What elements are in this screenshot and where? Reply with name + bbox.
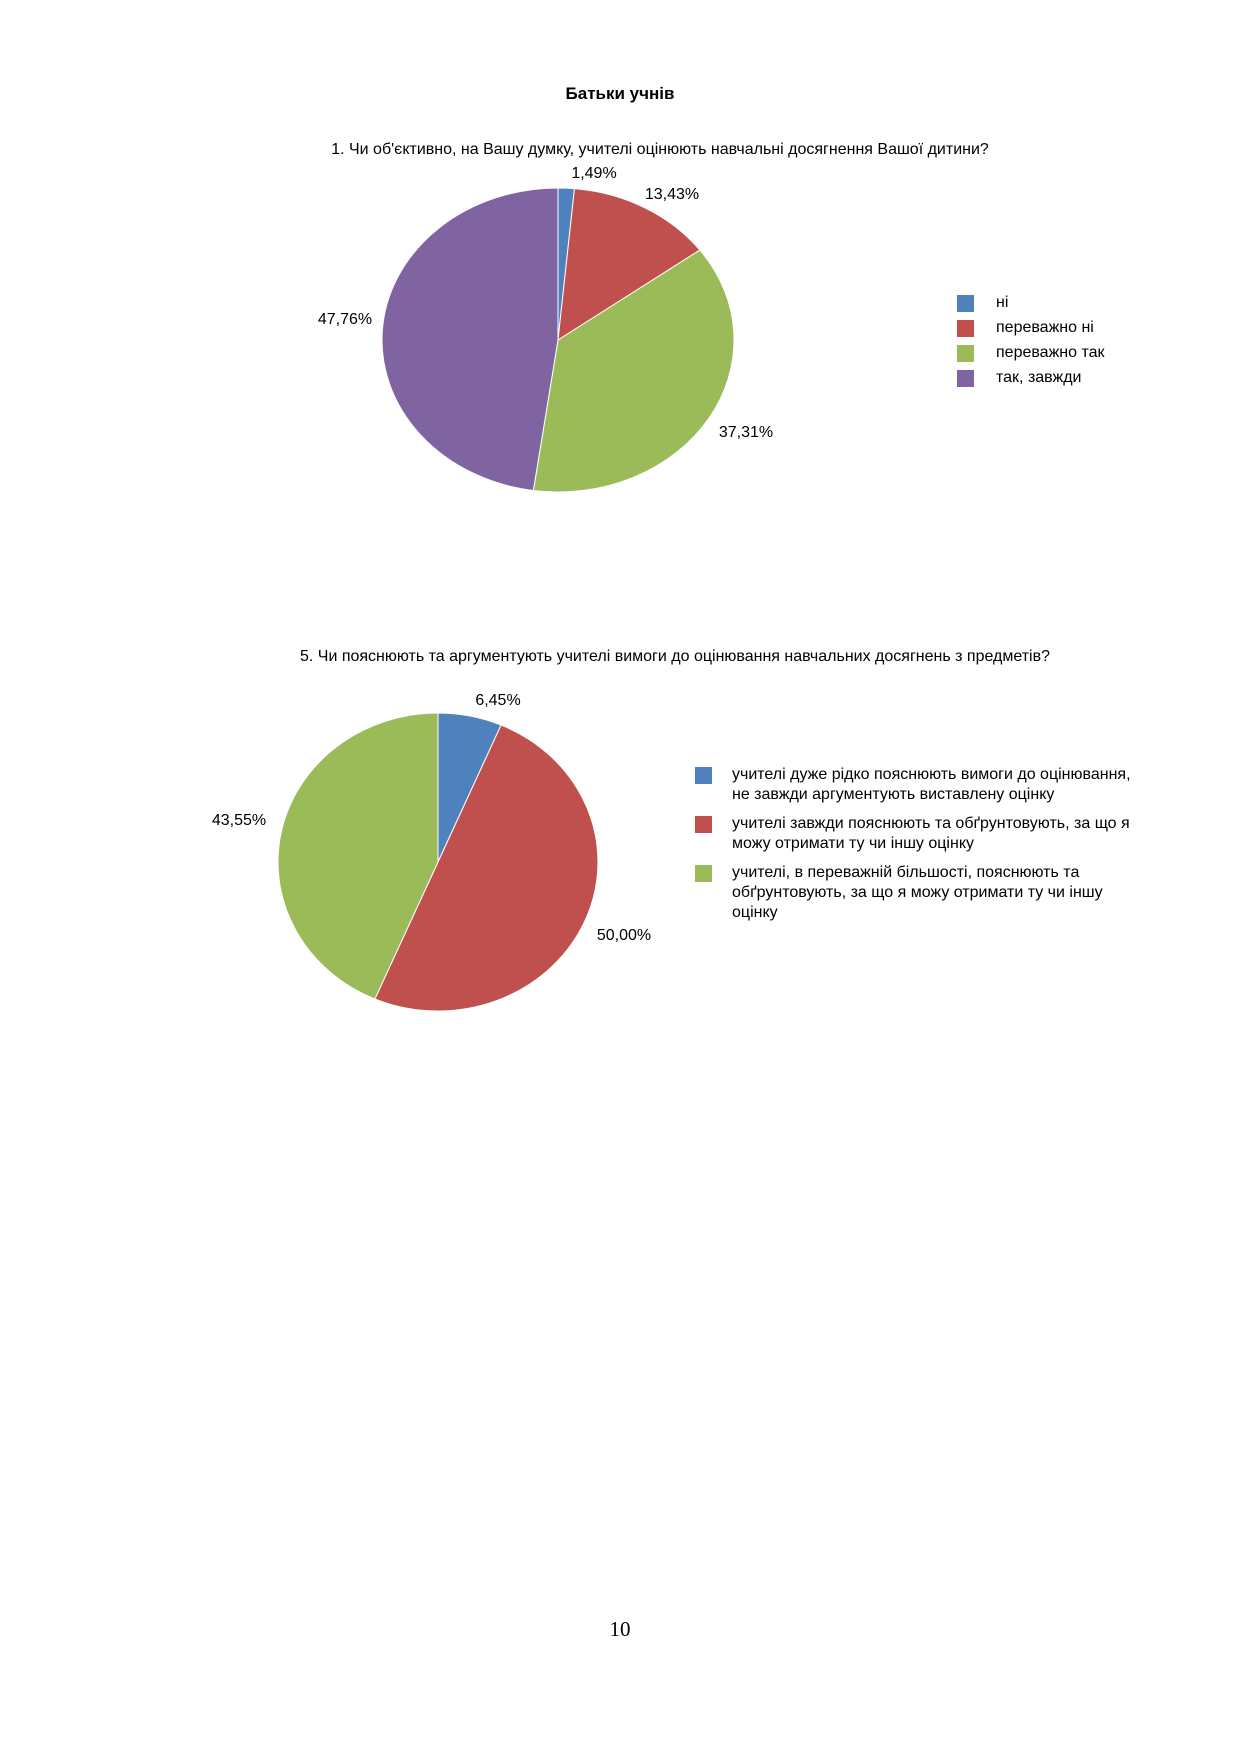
chart2-title: 5. Чи пояснюють та аргументують учителі вимоги до оцінювання навчальних досягнень з предметів?	[299, 648, 1050, 665]
chart2-legend-label-1: учителі завжди пояснюють та обґрунтовують, за що я можу отримати ту чи іншу оцінку	[732, 815, 1130, 852]
chart1-legend-label-3: так, завжди	[996, 369, 1082, 386]
chart2-legend-swatch-0	[695, 767, 712, 784]
chart2-legend-label-2: учителі, в переважній більшості, пояснюють та обґрунтовують, за що я можу отримати ту чи іншу оцінку	[732, 864, 1103, 921]
chart1-data-label-3: 47,76%	[317, 311, 373, 328]
chart2-legend	[695, 765, 1135, 932]
chart2-data-label-0: 6,45%	[475, 692, 521, 709]
chart1-data-label-0: 1,49%	[571, 165, 617, 182]
chart2-legend-label-0: учителі дуже рідко пояснюють вимоги до оцінювання, не завжди аргументують виставлену оцінку	[732, 766, 1131, 803]
page-heading: Батьки учнів	[565, 84, 675, 103]
chart2-data-label-2: 43,55%	[211, 812, 267, 829]
chart2-legend-swatch-1	[695, 816, 712, 833]
chart1-legend-label-0: ні	[996, 294, 1009, 311]
page-number: 10	[609, 1617, 631, 1641]
chart2-legend-swatch-2	[695, 865, 712, 882]
chart2-legend-item-1	[695, 814, 1135, 854]
chart1-legend-label-1: переважно ні	[996, 319, 1094, 336]
chart2-legend-item-0	[695, 765, 1135, 805]
chart1-data-label-2: 37,31%	[718, 424, 774, 441]
chart1-legend-label-2: переважно так	[996, 344, 1105, 361]
chart2-data-label-1: 50,00%	[596, 927, 652, 944]
chart1-data-label-1: 13,43%	[644, 186, 700, 203]
chart1-title: 1. Чи об'єктивно, на Вашу думку, учителі оцінюють навчальні досягнення Вашої дитини?	[331, 141, 989, 158]
chart2-legend-item-2	[695, 863, 1135, 923]
